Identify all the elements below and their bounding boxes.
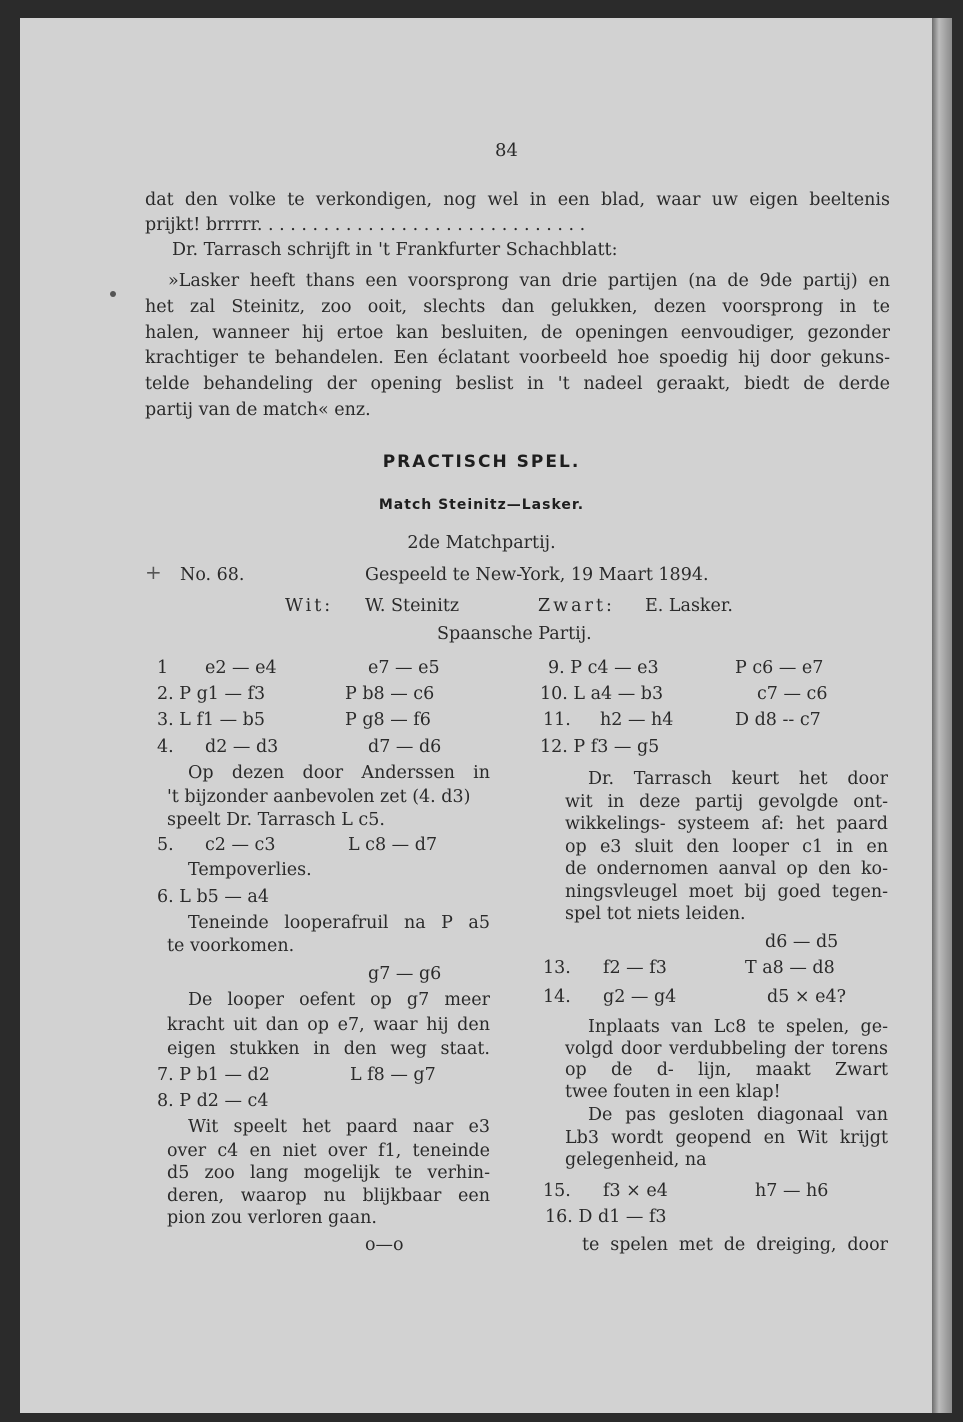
comment-line: te spelen met de dreiging, door (582, 1235, 888, 1255)
margin-dot (110, 291, 116, 297)
comment-line: deren, waarop nu blijkbaar een (167, 1186, 490, 1206)
move-white: h2 — h4 (600, 710, 674, 730)
move-number: 14. (543, 987, 571, 1007)
move-white: d2 — d3 (205, 737, 279, 757)
text-line: »Lasker heeft thans een voorsprong van drie partijen (na de 9de partij) en (168, 271, 890, 291)
comment-line: De looper oefent op g7 meer (188, 990, 490, 1010)
move-black: P g8 — f6 (345, 710, 431, 730)
move-white: 8. P d2 — c4 (157, 1091, 269, 1111)
move-black: h7 — h6 (755, 1181, 829, 1201)
comment-line: De pas gesloten diagonaal van (588, 1105, 888, 1125)
comment-line: 't bijzonder aanbevolen zet (4. d3) (167, 787, 471, 807)
text-line: partij van de match« enz. (145, 400, 371, 420)
game-number: No. 68. (180, 565, 245, 585)
match-title: Match Steinitz—Lasker. (378, 497, 585, 513)
move-number: 5. (157, 835, 174, 855)
move-white: 16. D d1 — f3 (545, 1207, 667, 1227)
move-number: 1 (157, 658, 169, 678)
page-edge (932, 18, 952, 1413)
text-line: Dr. Tarrasch schrijft in 't Frankfurter Schachblatt: (172, 240, 618, 260)
comment-line: speelt Dr. Tarrasch L c5. (167, 810, 385, 830)
move-white: f2 — f3 (603, 958, 667, 978)
game-played: Gespeeld te New-York, 19 Maart 1894. (365, 565, 709, 585)
move-black: T a8 — d8 (745, 958, 835, 978)
move-black: P c6 — e7 (735, 658, 824, 678)
move-black: d5 × e4? (767, 987, 846, 1007)
section-title: PRACTISCH SPEL. (382, 452, 581, 472)
move-white: 9. P c4 — e3 (548, 658, 659, 678)
move-white: 2. P g1 — f3 (157, 684, 266, 704)
opening-name: Spaansche Partij. (437, 624, 592, 644)
comment-line: eigen stukken in den weg staat. (167, 1039, 490, 1059)
comment-line: d5 zoo lang mogelijk te verhin- (167, 1163, 490, 1183)
text-line: het zal Steinitz, zoo ooit, slechts dan gelukken, dezen voorsprong in te (145, 297, 890, 317)
move-white: 12. P f3 — g5 (540, 737, 660, 757)
move-number: 15. (543, 1181, 571, 1201)
move-black: d7 — d6 (368, 737, 442, 757)
move-black: c7 — c6 (757, 684, 828, 704)
text-line: halen, wanneer hij ertoe kan besluiten, de openingen eenvoudiger, gezonder (145, 323, 890, 343)
move-black: L f8 — g7 (350, 1065, 436, 1085)
text-line: prijkt! brrrrr. . . . . . . . . . . . . . . . . . . . . . . . . . . . . . (145, 215, 586, 235)
game-label: 2de Matchpartij. (407, 533, 556, 553)
comment-line: spel tot niets leiden. (565, 904, 746, 924)
move-white: 10. L a4 — b3 (540, 684, 664, 704)
white-player: W. Steinitz (365, 596, 460, 616)
move-white: g2 — g4 (603, 987, 677, 1007)
move-white: 7. P b1 — d2 (157, 1065, 270, 1085)
comment-line: Tempoverlies. (188, 860, 312, 880)
move-black: e7 — e5 (368, 658, 440, 678)
comment-line: twee fouten in een klap! (565, 1082, 781, 1102)
text-line: telde behandeling der opening beslist in 't nadeel geraakt, biedt de derde (145, 374, 890, 394)
move-black: g7 — g6 (368, 964, 442, 984)
black-label: Zwart: (538, 596, 615, 616)
text-line: dat den volke te verkondigen, nog wel in een blad, waar uw eigen beeltenis (145, 190, 890, 210)
move-white: e2 — e4 (205, 658, 277, 678)
move-black: D d8 -- c7 (735, 710, 821, 730)
move-number: 11. (543, 710, 571, 730)
comment-line: ningsvleugel moet bij goed tegen- (565, 882, 888, 902)
comment-line: over c4 en niet over f1, teneinde (167, 1141, 490, 1161)
comment-line: Lb3 wordt geopend en Wit krijgt (565, 1128, 888, 1148)
white-label: Wit: (285, 596, 334, 616)
move-white: c2 — c3 (205, 835, 276, 855)
comment-line: Teneinde looperafruil na P a5 (188, 913, 490, 933)
move-black: o—o (365, 1235, 404, 1255)
comment-line: Op dezen door Anderssen in (188, 763, 490, 783)
comment-line: pion zou verloren gaan. (167, 1208, 377, 1228)
move-black: L c8 — d7 (348, 835, 438, 855)
comment-line: kracht uit dan op e7, waar hij den (167, 1015, 490, 1035)
move-number: 13. (543, 958, 571, 978)
move-black: d6 — d5 (765, 932, 839, 952)
comment-line: Wit speelt het paard naar e3 (188, 1117, 490, 1137)
move-number: 4. (157, 737, 174, 757)
annotation-mark: + (145, 560, 162, 584)
comment-line: te voorkomen. (167, 936, 295, 956)
move-black: P b8 — c6 (345, 684, 435, 704)
move-white: 3. L f1 — b5 (157, 710, 266, 730)
page-number: 84 (495, 140, 518, 161)
comment-line: wikkelings- systeem af: het paard (565, 814, 888, 834)
comment-line: Dr. Tarrasch keurt het door (588, 769, 888, 789)
text-line: krachtiger te behandelen. Een éclatant voorbeeld hoe spoedig hij door gekuns- (145, 348, 890, 368)
comment-line: op e3 sluit den looper c1 in en (565, 837, 888, 857)
comment-line: wit in deze partij gevolgde ont- (565, 792, 888, 812)
move-white: f3 × e4 (603, 1181, 668, 1201)
black-player: E. Lasker. (645, 596, 733, 616)
comment-line: volgd door verdubbeling der torens (565, 1039, 888, 1059)
comment-line: gelegenheid, na (565, 1150, 707, 1170)
comment-line: op de d- lijn, maakt Zwart (565, 1060, 888, 1080)
comment-line: de ondernomen aanval op den ko- (565, 859, 888, 879)
move-white: 6. L b5 — a4 (157, 887, 269, 907)
comment-line: Inplaats van Lc8 te spelen, ge- (588, 1017, 888, 1037)
